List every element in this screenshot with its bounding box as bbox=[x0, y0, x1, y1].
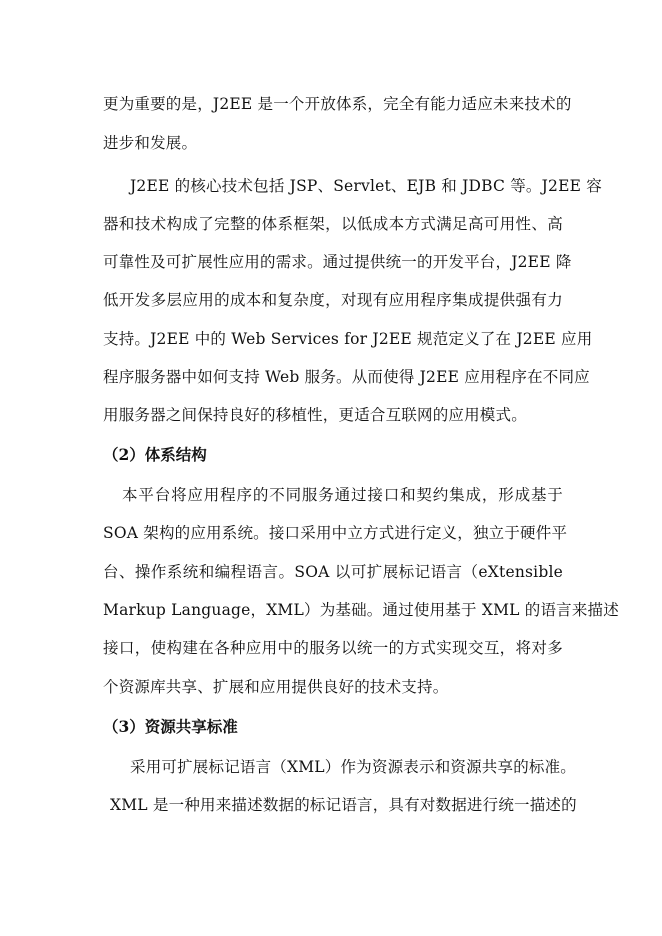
section2-line-6: 个资源库共享、扩展和应用提供良好的技术支持。 bbox=[103, 678, 449, 696]
section2-line-5: 接口，使构建在各种应用中的服务以统一的方式实现交互，将对多 bbox=[103, 639, 563, 657]
paragraph2-line-3: 可靠性及可扩展性应用的需求。通过提供统一的开发平台，J2EE 降 bbox=[103, 253, 572, 271]
paragraph2-line-6: 程序服务器中如何支持 Web 服务。从而使得 J2EE 应用程序在不同应 bbox=[103, 368, 590, 386]
paragraph2-line-2: 器和技术构成了完整的体系框架，以低成本方式满足高可用性、高 bbox=[103, 215, 563, 233]
section2-heading: （2）体系结构 bbox=[103, 445, 207, 464]
section2-line-2: SOA 架构的应用系统。接口采用中立方式进行定义，独立于硬件平 bbox=[103, 524, 568, 542]
section3-heading: （3）资源共享标准 bbox=[103, 717, 238, 736]
section3-line-1: 采用可扩展标记语言（XML）作为资源表示和资源共享的标准。 bbox=[130, 758, 577, 776]
section2-line-3: 台、操作系统和编程语言。SOA 以可扩展标记语言（eXtensible bbox=[103, 563, 563, 581]
paragraph2-line-5: 支持。J2EE 中的 Web Services for J2EE 规范定义了在 J2EE 应用 bbox=[103, 330, 593, 348]
paragraph2-line-1: J2EE 的核心技术包括 JSP、Servlet、EJB 和 JDBC 等。J2EE 容 bbox=[130, 177, 602, 195]
section2-line-1: 本平台将应用程序的不同服务通过接口和契约集成，形成基于 bbox=[122, 486, 563, 504]
paragraph2-line-7: 用服务器之间保持良好的移植性，更适合互联网的应用模式。 bbox=[103, 406, 527, 424]
paragraph1-line-1: 更为重要的是，J2EE 是一个开放体系，完全有能力适应未来技术的 bbox=[103, 95, 572, 113]
section3-line-2: XML 是一种用来描述数据的标记语言，具有对数据进行统一描述的 bbox=[110, 796, 577, 814]
paragraph1-line-2: 进步和发展。 bbox=[103, 134, 198, 152]
paragraph2-line-4: 低开发多层应用的成本和复杂度，对现有应用程序集成提供强有力 bbox=[103, 291, 563, 309]
section2-line-4: Markup Language，XML）为基础。通过使用基于 XML 的语言来描述 bbox=[103, 601, 619, 619]
